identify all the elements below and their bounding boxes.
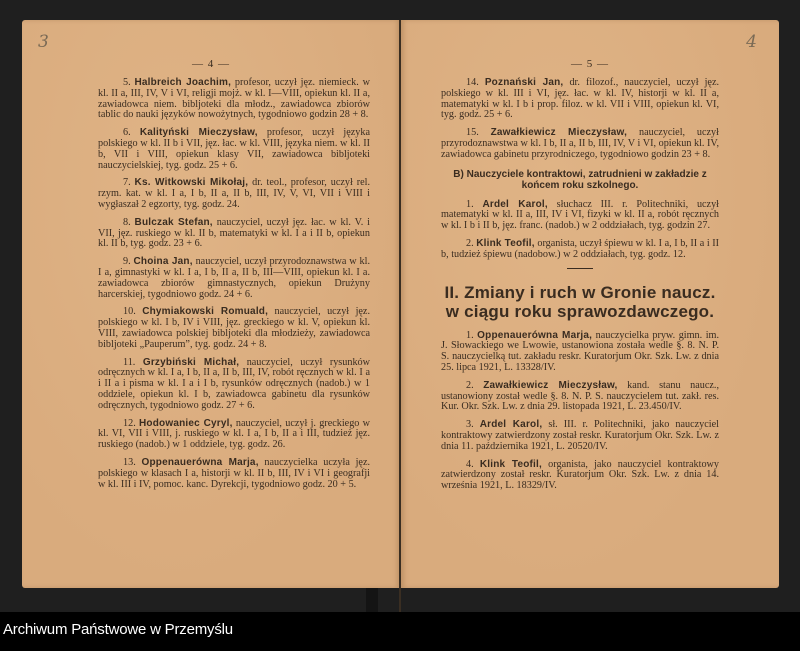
teacher-name: Bulczak Stefan, xyxy=(134,216,213,228)
teacher-name: Chymiakowski Romuald, xyxy=(142,306,269,318)
contract-teachers-heading: B) Nauczyciele kontraktowi, zatrudnieni w zakładzie z końcem roku szkolnego. xyxy=(453,168,707,191)
teacher-entry: 5. Halbreich Joachim, profesor, uczył jęz. niemieck. w kl. II a, III, IV, V i VI, religji mojż. w kl. I—VIII, opiekun kl. II a, zawiadowca niem. bibljoteki dla młodz., zawiadowca zbiorów tablic do nauki języków nowożytnych, tygodniowo godzin 28 + 8. xyxy=(98,77,370,121)
teacher-entry: 7. Ks. Witkowski Mikołaj, dr. teol., profesor, uczył rel. rzym. kat. w kl. I a, I b, II a, II b, III, IV, V, VI, VII i VIII i wygłaszał 2 egzorty, tyg. godz. 24. xyxy=(98,177,370,210)
change-entry: 3. Ardel Karol, sł. III. r. Politechniki, jako nauczyciel kontraktowy zatwierdzony został reskr. Kuratorjum Okr. Szk. Lw. z dnia 11. października 1921, L. 20520/IV. xyxy=(441,419,719,452)
right-page-content xyxy=(441,78,719,499)
teacher-name: Halbreich Joachim, xyxy=(134,77,232,88)
teacher-name: Zawałkiewicz Mieczysław, xyxy=(483,379,618,391)
left-page xyxy=(22,20,400,588)
teacher-entry: 11. Grzybiński Michał, nauczyciel, uczył rysunków odręcznych w kl. I a, I b, II a, II b, III, IV, robót ręcznych w kl. I a i II a i pisma w kl. I a i I b, rysunków odręcznych (nadob.) w 1 oddziele, opiekun kl. I b, zawiadowca gabinetu dla rysunków odręcznych, tygodniowo godz. 27 + 6. xyxy=(98,356,371,411)
teacher-entry: 14. Poznański Jan, dr. filozof., nauczyciel, uczył jęz. polskiego w kl. III i VI, jęz. łac. w kl. IV, historji w kl. II a, matematyki w kl. I b i prop. filoz. w kl. VII i VIII, opiekun kl. VI, tyg. godz. 25 + 6. xyxy=(441,77,720,121)
teacher-name: Choina Jan, xyxy=(133,256,193,268)
book-gutter xyxy=(399,20,401,612)
change-entry: 1. Oppenauerówna Marja, nauczycielka pryw. gimn. im. J. Słowackiego we Lwowie, ustanowiona została wedle §. 8. N. P. S. nauczycielką tut. zakładu reskr. Kuratorjum Okr. Szk. Lw. z dnia 25. lipca 1921, L. 13328/IV. xyxy=(441,329,719,373)
teacher-entry: 8. Bulczak Stefan, nauczyciel, uczył jęz. łac. w kl. V. i VII, jęz. ruskiego w kl. II b, matematyki w kl. I a i II b, opiekun kl. II b, tyg. godz. 23 + 6. xyxy=(98,216,370,250)
teacher-entry: 12. Hodowaniec Cyryl, nauczyciel, uczył j. greckiego w kl. VI, VII i VIII, j. ruskiego w kl. I a, I b, II a i III, tudzież jęz. ruskiego (nadob.) w 1 oddziele, tyg. godz. 26. xyxy=(98,417,371,451)
teacher-name: Klink Teofil, xyxy=(476,237,535,249)
change-entry: 2. Zawałkiewicz Mieczysław, kand. stanu naucz., ustanowiony został wedle §. 8. N. P. S. nauczycielem tut. zakł. res. Kur. Okr. Szk. Lw. z dnia 29. listopada 1921, L. 23.450/IV. xyxy=(441,379,720,413)
teacher-name: Oppenauerówna Marja, xyxy=(141,456,259,468)
contract-teacher-entry: 1. Ardel Karol, słuchacz III. r. Politechniki, uczył matematyki w kl. II a, III, IV i VI, fizyki w kl. II a, robót ręcznych w kl. I b i II b, jęz. franc. (nadob.) w 2 oddziałach, tyg. godzin 27. xyxy=(441,198,719,232)
teacher-name: Ardel Karol, xyxy=(482,198,548,210)
teacher-name: Poznański Jan, xyxy=(484,77,564,88)
handwritten-page-number: 3 xyxy=(38,32,49,52)
archive-footer xyxy=(0,612,800,651)
teacher-entry: 10. Chymiakowski Romuald, nauczyciel, uczył jęz. polskiego w kl. I b, IV i VIII, jęz. greckiego w kl. V, opiekun kl. VIII, zawiadowca polskiej bibljoteki dla młodzieży, zawiadowca bibljoteki „Pauperum”, tyg. godz. 24 + 8. xyxy=(98,306,370,350)
section-divider xyxy=(567,268,593,269)
left-page-content xyxy=(98,78,370,497)
right-page xyxy=(401,20,779,588)
archive-label: Archiwum Państwowe w Przemyślu xyxy=(3,621,233,638)
teacher-entry: 6. Kalityński Mieczysław, profesor, uczył języka polskiego w kl. II b i VII, jęz. łac. w kl. VIII, języka niem. w kl. II b, VII i VIII, opiekun klasy VII, zawiadowca bibljoteki nauczycielskiej, tyg. godz. 25 + 6. xyxy=(98,127,370,171)
teacher-name: Ardel Karol, xyxy=(479,419,543,431)
section-title: II. Zmiany i ruch w Gronie naucz. w ciągu roku sprawozdawczego. xyxy=(444,282,716,321)
contract-teacher-entry: 2. Klink Teofil, organista, uczył śpiewu w kl. I a, I b, II a i II b, tudzież śpiewu (nadobow.) w 2 oddziałach, tyg. godz. 12. xyxy=(441,237,720,260)
page-number: — 5 — xyxy=(571,58,609,70)
handwritten-page-number: 4 xyxy=(746,32,757,52)
teacher-name: Hodowaniec Cyryl, xyxy=(139,417,233,429)
book-spine xyxy=(366,588,378,612)
teacher-entry: 15. Zawałkiewicz Mieczysław, nauczyciel, uczył przyrodoznawstwa w kl. I b, II a, II b, III, IV, V i VI, opiekun kl. IV, zawiadowca gabinetu przyrodniczego, tygodniowo godzin 23 + 8. xyxy=(441,127,719,160)
teacher-name: Grzybiński Michał, xyxy=(142,356,240,368)
change-entry: 4. Klink Teofil, organista, jako nauczyciel kontraktowy zatwierdzony został reskr. Kuratorjum Okr. Szk. Lw. z dnia 14. września 1921, L. 18329/IV. xyxy=(441,458,720,492)
teacher-name: Klink Teofil, xyxy=(479,458,542,470)
teacher-name: Ks. Witkowski Mikołaj, xyxy=(134,177,249,189)
teacher-name: Zawałkiewicz Mieczysław, xyxy=(490,127,628,139)
teacher-entry: 13. Oppenauerówna Marja, nauczycielka uczyła jęz. polskiego w klasach I a, historji w kl. II b, III, IV i VI i geografji w kl. III i IV, pomoc. kanc. Dyrekcji, tygodniowo godz. 20 + 5. xyxy=(98,456,371,490)
page-number: — 4 — xyxy=(192,58,230,70)
teacher-name: Oppenauerówna Marja, xyxy=(477,329,593,341)
teacher-entry: 9. Choina Jan, nauczyciel, uczył przyrodoznawstwa w kl. I a, gimnastyki w kl. I a, I b, II a, II b, III—VIII, opiekun kl. I a. zawiadowca zbiorów gimnastycznych, opiekun Drużyny harcerskiej, tygodniowo godz. 24 + 6. xyxy=(98,256,371,300)
teacher-name: Kalityński Mieczysław, xyxy=(139,127,258,139)
